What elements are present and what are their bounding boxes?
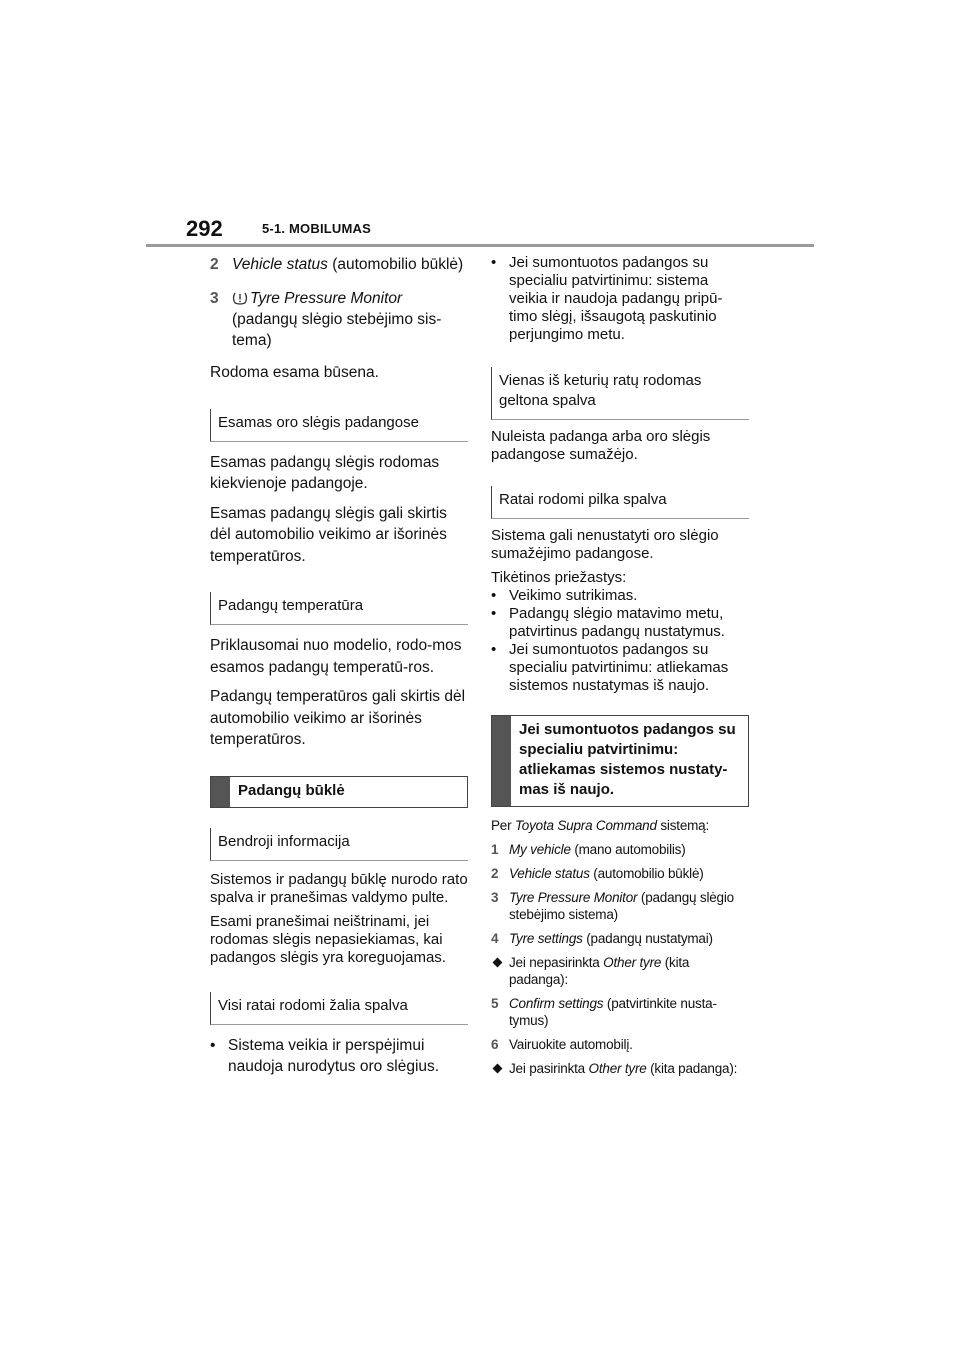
subheading-tyre-temperature: Padangų temperatūra [210, 592, 468, 625]
step-2: 2 Vehicle status (automobilio būklė) [491, 866, 704, 881]
option-other-tyre-not-selected: Jei nepasirinkta Other tyre (kita padanga): [491, 954, 749, 988]
list-item: • Jei sumontuotos padangos su specialiu patvirtinimu: sistema veikia ir naudoja padangų pripū-timo slėgį, išsaugotą paskutinio perjungimo metu. [491, 254, 723, 343]
header-rule [146, 244, 814, 247]
subheading-one-yellow: Vienas iš keturių ratų rodomas geltona spalva [491, 367, 749, 420]
list-item: • Jei sumontuotos padangos su specialiu patvirtinimu: atliekamas sistemos nustatymas iš naujo. [491, 641, 729, 694]
list-item: • Padangų slėgio matavimo metu, patvirtinus padangų nustatymus. [491, 605, 725, 640]
paragraph: Esami pranešimai neištrinami, jei rodomas slėgis nepasiekiamas, kai padangos slėgis yra koreguojamas. [210, 912, 446, 966]
paragraph: Nuleista padanga arba oro slėgis padangose sumažėjo. [491, 428, 711, 463]
page-header [0, 0, 960, 250]
subheading-current-pressure: Esamas oro slėgis padangose [210, 409, 468, 442]
chapter-title: 5-1. MOBILUMAS [262, 221, 371, 236]
step-1: 1 My vehicle (mano automobilis) [491, 842, 686, 857]
current-status-text: Rodoma esama būsena. [210, 364, 379, 381]
option-other-tyre-selected: Jei pasirinkta Other tyre (kita padanga): [491, 1060, 749, 1077]
diamond-bullet-icon [493, 1064, 503, 1074]
step-3: 3 Tyre Pressure Monitor (padangų slėgio stebėjimo sis-tema) [210, 290, 442, 349]
paragraph: Padangų temperatūros gali skirtis dėl automobilio veikimo ar išorinės temperatūros. [210, 688, 466, 748]
section-heading-tyre-condition: Padangų būklė [210, 776, 468, 808]
paragraph: Per Toyota Supra Command sistemą: [491, 818, 710, 833]
subheading-all-green: Visi ratai rodomi žalia spalva [210, 992, 468, 1025]
step-3: 3 Tyre Pressure Monitor (padangų slėgio stebėjimo sistema) [491, 890, 734, 922]
list-item: • Sistema veikia ir perspėjimui naudoja nurodytus oro slėgius. [210, 1036, 440, 1075]
list-item: • Veikimo sutrikimas. [491, 587, 638, 604]
paragraph: Sistemos ir padangų būklę nurodo rato spalva ir pranešimas valdymo pulte. [210, 870, 468, 906]
step-4: 4 Tyre settings (padangų nustatymai) [491, 931, 713, 946]
paragraph: Esamas padangų slėgis gali skirtis dėl automobilio veikimo ar išorinės temperatūros. [210, 504, 447, 565]
step-6: 6 Vairuokite automobilį. [491, 1037, 633, 1052]
tyre-pressure-warning-icon [232, 291, 248, 305]
page-number: 292 [186, 216, 223, 241]
right-column [491, 254, 749, 1077]
section-heading-reset: Jei sumontuotos padangos su specialiu patvirtinimu: atliekamas sistemos nustaty-mas iš naujo. [491, 715, 749, 807]
paragraph: Sistema gali nenustatyti oro slėgio sumažėjimo padangose. [491, 527, 719, 562]
step-5: 5 Confirm settings (patvirtinkite nusta-tymus) [491, 996, 717, 1028]
paragraph: Esamas padangų slėgis rodomas kiekvienoje padangoje. [210, 453, 440, 492]
paragraph: Tikėtinos priežastys: [491, 569, 627, 586]
subheading-grey-wheels: Ratai rodomi pilka spalva [491, 486, 749, 519]
left-column [210, 254, 468, 1078]
subheading-general-info: Bendroji informacija [210, 828, 468, 861]
step-2: 2 Vehicle status (automobilio būklė) [210, 256, 464, 273]
diamond-bullet-icon [493, 958, 503, 968]
paragraph: Priklausomai nuo modelio, rodo-mos esamos padangų temperatū-ros. [210, 637, 462, 676]
